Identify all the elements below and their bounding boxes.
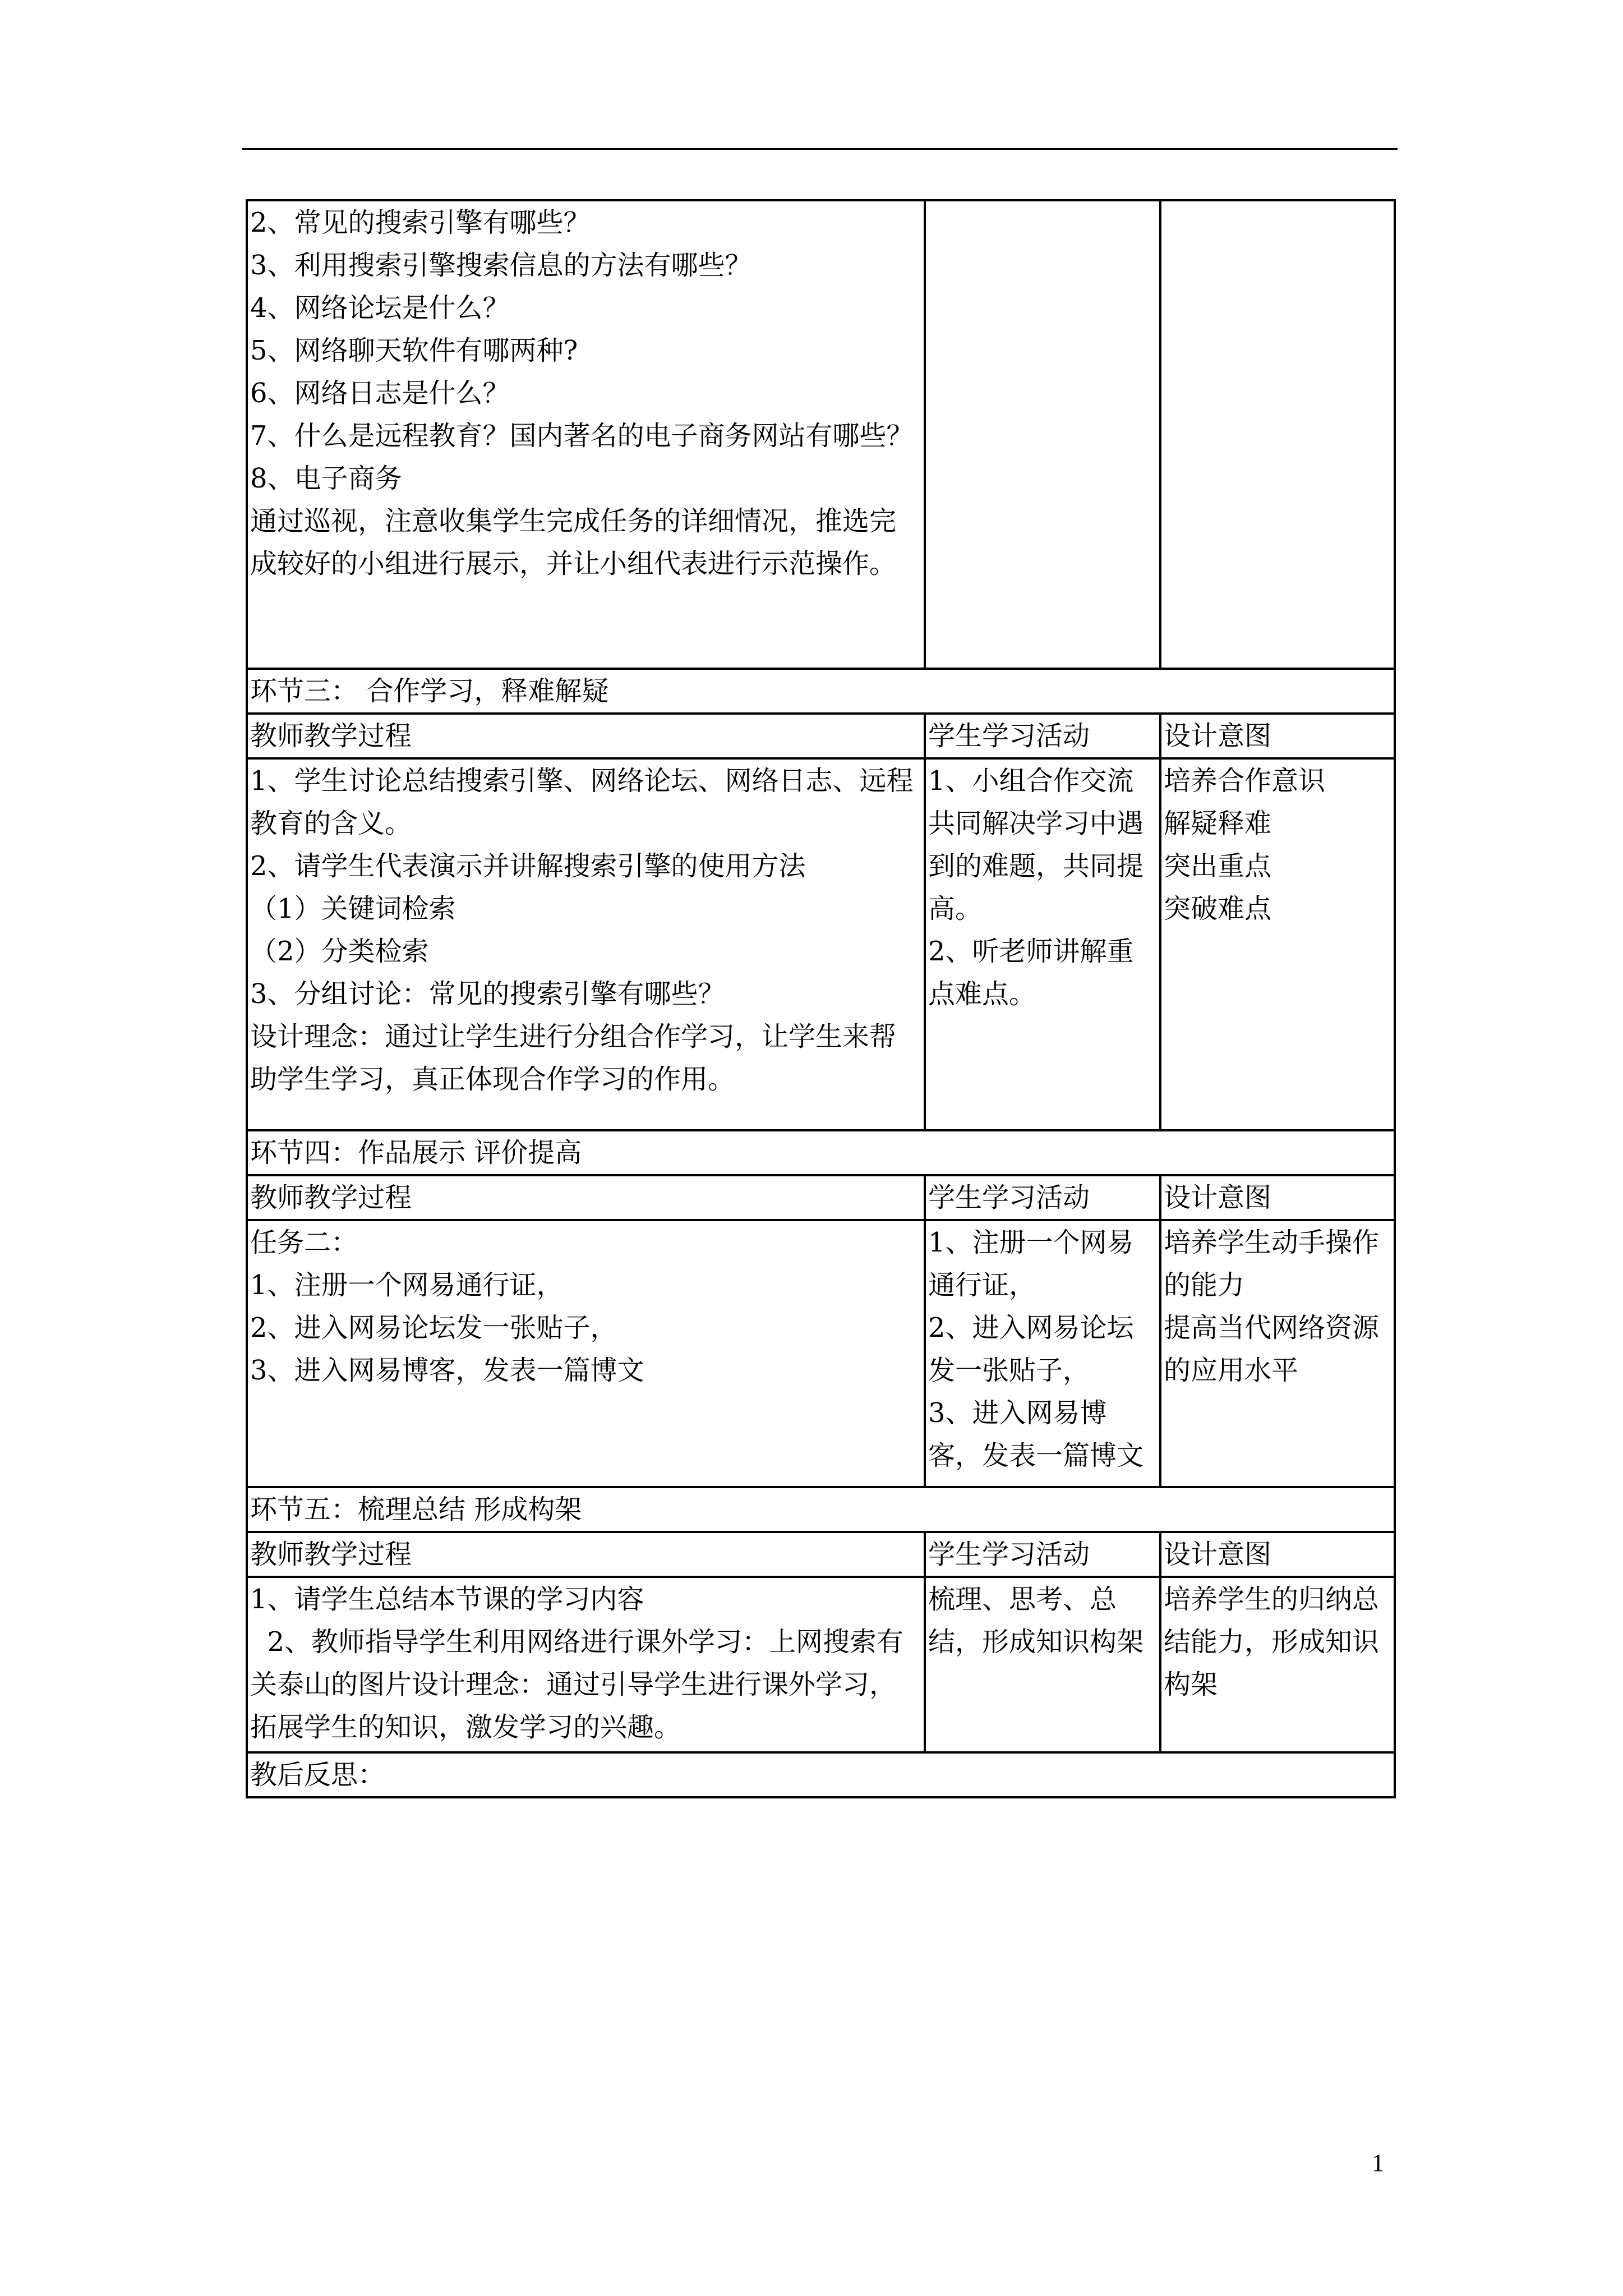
content-row (247, 758, 1395, 1130)
section-title: 教后反思： (247, 1752, 1395, 1797)
section-title: 环节四：作品展示 评价提高 (247, 1130, 1395, 1175)
cell-line: 6、网络日志是什么？ (250, 378, 510, 409)
cell-line: 1、小组合作交流共同解决学习中遇到的难题，共同提高。 (928, 765, 1144, 924)
cell-line: 1、请学生总结本节课的学习内容 (250, 1584, 644, 1615)
column-header-row (247, 1532, 1395, 1577)
section-title-row (247, 1130, 1395, 1175)
design-intent-cell (1160, 1220, 1395, 1487)
design-intent-cell (1160, 200, 1395, 669)
student-activity-cell (925, 758, 1160, 1130)
section-title: 环节五：梳理总结 形成构架 (247, 1487, 1395, 1532)
content-row (247, 200, 1395, 669)
column-header: 教师教学过程 (247, 1175, 925, 1220)
column-header: 学生学习活动 (925, 714, 1160, 758)
column-header: 设计意图 (1160, 714, 1395, 758)
teacher-process-cell (247, 1577, 925, 1752)
cell-line: 培养学生动手操作的能力 (1164, 1227, 1380, 1301)
column-header-row (247, 1175, 1395, 1220)
cell-line: 设计理念：通过让学生进行分组合作学习，让学生来帮助学生学习，真正体现合作学习的作用。 (250, 1021, 897, 1095)
column-header: 教师教学过程 (247, 714, 925, 758)
section-title: 环节三： 合作学习，释难解疑 (247, 669, 1395, 714)
section-title-row (247, 1487, 1395, 1532)
column-header: 学生学习活动 (925, 1532, 1160, 1577)
cell-line: 3、进入网易博客，发表一篇博文 (250, 1355, 644, 1386)
cell-line: 4、网络论坛是什么？ (250, 292, 510, 324)
cell-line: 1、注册一个网易通行证， (928, 1227, 1134, 1301)
teacher-process-cell (247, 200, 925, 669)
cell-line: 2、进入网易论坛发一张贴子， (928, 1312, 1134, 1386)
cell-line: 任务二： (250, 1227, 358, 1258)
cell-line: （2）分类检索 (250, 936, 429, 967)
student-activity-cell (925, 200, 1160, 669)
cell-line: 1、注册一个网易通行证， (250, 1269, 564, 1301)
cell-line: 8、电子商务 (250, 463, 402, 494)
lesson-plan-table (246, 199, 1396, 1798)
column-header: 教师教学过程 (247, 1532, 925, 1577)
design-intent-cell (1160, 758, 1395, 1130)
content-row (247, 1220, 1395, 1487)
teacher-process-cell (247, 1220, 925, 1487)
cell-line: 培养合作意识 (1164, 765, 1326, 797)
cell-line: 2、常见的搜索引擎有哪些？ (250, 207, 591, 238)
column-header: 学生学习活动 (925, 1175, 1160, 1220)
cell-line: 解疑释难 (1164, 808, 1272, 839)
cell-line: 提高当代网络资源的应用水平 (1164, 1312, 1380, 1386)
cell-line: （1）关键词检索 (250, 893, 456, 924)
cell-line: 突出重点 (1164, 850, 1272, 882)
section-title-row (247, 1752, 1395, 1797)
column-header: 设计意图 (1160, 1175, 1395, 1220)
cell-line: 2、听老师讲解重点难点。 (928, 936, 1134, 1010)
teacher-process-cell (247, 758, 925, 1130)
student-activity-cell (925, 1577, 1160, 1752)
cell-line: 2、教师指导学生利用网络进行课外学习：上网搜索有关泰山的图片设计理念：通过引导学生进行课外学习，拓展学生的知识，激发学习的兴趣。 (250, 1626, 904, 1743)
cell-line: 2、请学生代表演示并讲解搜索引擎的使用方法 (250, 850, 806, 882)
header-rule (242, 148, 1398, 150)
section-title-row (247, 669, 1395, 714)
column-header-row (247, 714, 1395, 758)
cell-line: 2、进入网易论坛发一张贴子， (250, 1312, 617, 1343)
content-row (247, 1577, 1395, 1752)
page-number: 1 (1372, 2149, 1384, 2177)
cell-line: 通过巡视，注意收集学生完成任务的详细情况，推选完成较好的小组进行展示，并让小组代表进行示范操作。 (250, 505, 897, 579)
cell-line: 突破难点 (1164, 893, 1272, 924)
cell-line: 3、利用搜索引擎搜索信息的方法有哪些？ (250, 250, 752, 281)
cell-line: 梳理、思考、总结，形成知识构架 (928, 1584, 1144, 1658)
cell-line: 1、学生讨论总结搜索引擎、网络论坛、网络日志、远程教育的含义。 (250, 765, 914, 839)
column-header: 设计意图 (1160, 1532, 1395, 1577)
cell-line: 培养学生的归纳总结能力，形成知识构架 (1164, 1584, 1380, 1700)
cell-line: 5、网络聊天软件有哪两种? (250, 335, 578, 366)
design-intent-cell (1160, 1577, 1395, 1752)
cell-line: 3、进入网易博客，发表一篇博文 (928, 1397, 1144, 1471)
cell-line: 7、什么是远程教育？国内著名的电子商务网站有哪些？ (250, 420, 914, 452)
cell-line: 3、分组讨论：常见的搜索引擎有哪些？ (250, 978, 725, 1010)
student-activity-cell (925, 1220, 1160, 1487)
